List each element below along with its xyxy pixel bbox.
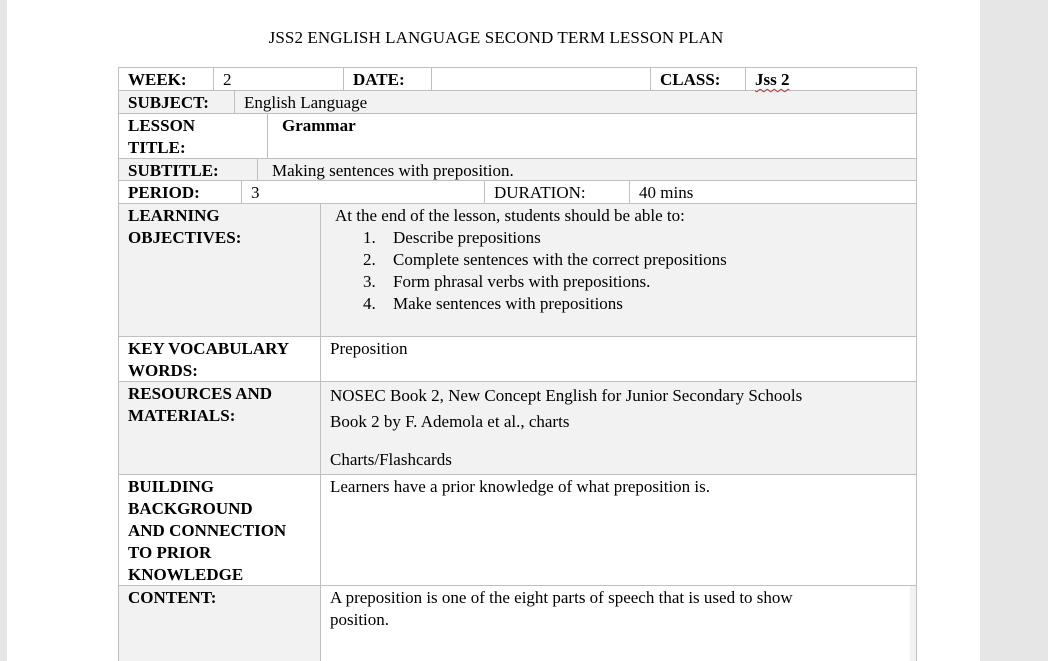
objective-text: Complete sentences with the correct prepositions — [393, 250, 727, 269]
rule — [916, 67, 917, 661]
class-value[interactable] — [746, 68, 916, 90]
objectives-content[interactable] — [321, 204, 916, 336]
duration-label: DURATION: — [494, 183, 586, 202]
duration-value[interactable]: 40 mins — [639, 183, 694, 202]
resources-line: NOSEC Book 2, New Concept English for Junior Secondary Schools — [330, 386, 803, 405]
subtitle-value[interactable]: Making sentences with preposition. — [272, 161, 514, 180]
class-label: CLASS: — [660, 70, 721, 89]
background-label-line: KNOWLEDGE — [128, 565, 244, 584]
resources-label — [119, 382, 320, 474]
objective-item — [335, 293, 916, 315]
class-value-text: Jss 2 — [755, 70, 790, 89]
period-label: PERIOD: — [128, 183, 200, 202]
content-value[interactable] — [321, 586, 910, 661]
vocabulary-label — [119, 337, 320, 381]
objective-number: 3. — [363, 272, 376, 291]
week-value[interactable]: 2 — [223, 70, 232, 89]
resources-label-line: RESOURCES AND — [128, 384, 273, 403]
content-label: CONTENT: — [128, 588, 217, 607]
resources-line: Book 2 by F. Ademola et al., charts — [330, 412, 570, 431]
objective-number: 1. — [363, 228, 376, 247]
objective-item — [335, 227, 916, 249]
date-label: DATE: — [353, 70, 405, 89]
page-title: JSS2 ENGLISH LANGUAGE SECOND TERM LESSON PLAN — [268, 28, 724, 47]
vocabulary-label-line: WORDS: — [128, 361, 198, 380]
background-label-line: BUILDING — [128, 477, 214, 496]
objective-number: 2. — [363, 250, 376, 269]
objectives-list — [335, 227, 916, 315]
week-label: WEEK: — [128, 70, 187, 89]
objective-item — [335, 271, 916, 293]
objective-item — [335, 249, 916, 271]
subject-label: SUBJECT: — [128, 93, 209, 112]
lesson-title-value[interactable]: Grammar — [282, 116, 356, 135]
lesson-title-label-line: LESSON — [128, 116, 196, 135]
background-label-line: BACKGROUND — [128, 499, 253, 518]
resources-value[interactable] — [321, 382, 916, 474]
date-value[interactable] — [432, 68, 650, 90]
objective-number: 4. — [363, 294, 376, 313]
background-label-line: TO PRIOR — [128, 543, 212, 562]
objectives-label-line: LEARNING — [128, 206, 220, 225]
objective-text: Describe prepositions — [393, 228, 541, 247]
content-line: position. — [330, 610, 390, 629]
resources-line: Charts/Flashcards — [330, 450, 452, 469]
period-value[interactable]: 3 — [251, 183, 260, 202]
objectives-intro: At the end of the lesson, students should be able to: — [335, 206, 685, 225]
vocabulary-label-line: KEY VOCABULARY — [128, 339, 290, 358]
background-label — [119, 475, 320, 585]
objective-text: Form phrasal verbs with prepositions. — [393, 272, 651, 291]
objectives-label — [119, 204, 320, 336]
content-line: A preposition is one of the eight parts of speech that is used to show — [330, 588, 793, 607]
subtitle-label: SUBTITLE: — [128, 161, 219, 180]
lesson-title-label-line: TITLE: — [128, 138, 186, 157]
vocabulary-value[interactable]: Preposition — [330, 339, 408, 358]
lesson-title-label — [119, 114, 267, 158]
workspace-gutter — [980, 0, 1048, 661]
objective-text: Make sentences with prepositions — [393, 294, 623, 313]
background-label-line: AND CONNECTION — [128, 521, 287, 540]
subject-value[interactable]: English Language — [244, 93, 368, 112]
objectives-label-line: OBJECTIVES: — [128, 228, 242, 247]
resources-label-line: MATERIALS: — [128, 406, 236, 425]
background-value[interactable]: Learners have a prior knowledge of what preposition is. — [330, 477, 711, 496]
